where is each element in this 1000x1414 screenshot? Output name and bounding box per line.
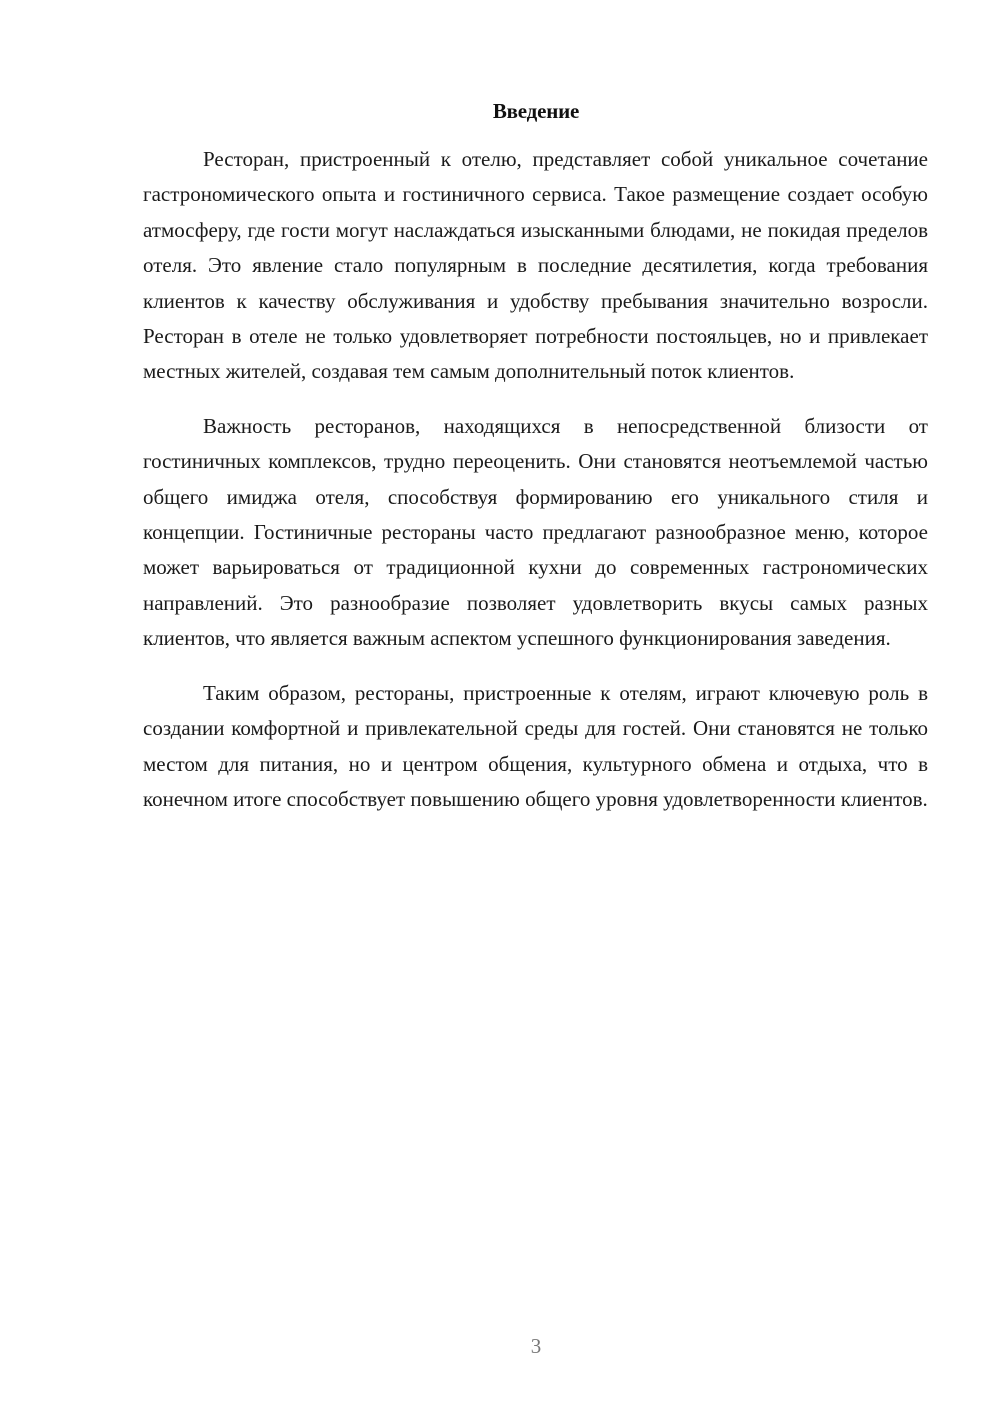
section-title: Введение: [492, 99, 580, 123]
paragraph-2: Важность ресторанов, находящихся в непосредственной близости от гостиничных комплексов, трудно переоценить. Они становятся неотъемлемой частью общего имиджа отеля, способствуя формированию его уникального стиля и концепции. Гостиничные рестораны часто предлагают разнообразное меню, которое может варьироваться от традиционной кухни до современных гастрономических направлений. Это разнообразие позволяет удовлетворить вкусы самых разных клиентов, что является важным аспектом успешного функционирования заведения.: [143, 413, 928, 651]
page-number: 3: [530, 1334, 542, 1358]
paragraph-3: Таким образом, рестораны, пристроенные к отелям, играют ключевую роль в создании комфортной и привлекательной среды для гостей. Они становятся не только местом для питания, но и центром общения, культурного обмена и отдыха, что в конечном итоге способствует повышению общего уровня удовлетворенности клиентов.: [143, 680, 928, 811]
body-text: [143, 142, 928, 836]
paragraph-1: Ресторан, пристроенный к отелю, представляет собой уникальное сочетание гастрономического опыта и гостиничного сервиса. Такое размещение создает особую атмосферу, где гости могут наслаждаться изысканными блюдами, не покидая пределов отеля. Это явление стало популярным в последние десятилетия, когда требования клиентов к качеству обслуживания и удобству пребывания значительно возросли. Ресторан в отеле не только удовлетворяет потребности постояльцев, но и привлекает местных жителей, создавая тем самым дополнительный поток клиентов.: [143, 147, 928, 384]
